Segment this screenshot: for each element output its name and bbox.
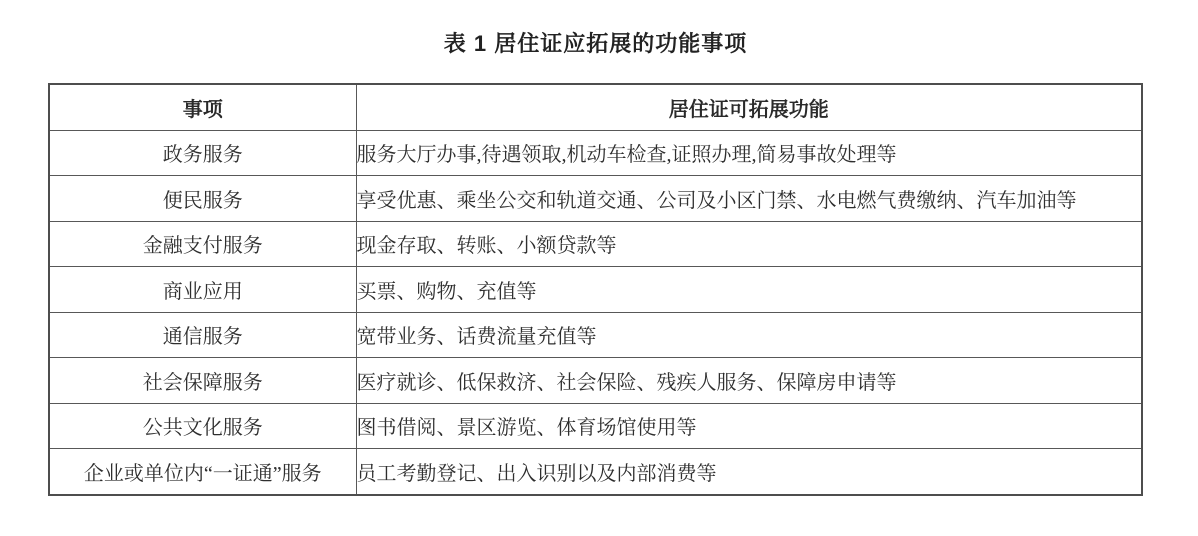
- cell-functions: 服务大厅办事,待遇领取,机动车检查,证照办理,简易事故处理等: [356, 130, 1142, 176]
- table-row: [49, 267, 1142, 313]
- cell-item: 企业或单位内“一证通”服务: [49, 449, 356, 495]
- column-header-functions: 居住证可拓展功能: [356, 84, 1142, 130]
- table-row: [49, 358, 1142, 404]
- cell-functions: 享受优惠、乘坐公交和轨道交通、公司及小区门禁、水电燃气费缴纳、汽车加油等: [356, 176, 1142, 222]
- cell-functions: 买票、购物、充值等: [356, 267, 1142, 313]
- cell-functions: 图书借阅、景区游览、体育场馆使用等: [356, 403, 1142, 449]
- cell-item: 政务服务: [49, 130, 356, 176]
- table-row: [49, 312, 1142, 358]
- functions-table: [48, 83, 1143, 496]
- cell-item: 金融支付服务: [49, 221, 356, 267]
- cell-functions: 现金存取、转账、小额贷款等: [356, 221, 1142, 267]
- cell-functions: 员工考勤登记、出入识别以及内部消费等: [356, 449, 1142, 495]
- table-row: [49, 130, 1142, 176]
- table-row: [49, 403, 1142, 449]
- table-caption: 表 1 居住证应拓展的功能事项: [443, 31, 748, 56]
- cell-item: 社会保障服务: [49, 358, 356, 404]
- table-row: [49, 449, 1142, 495]
- cell-item: 便民服务: [49, 176, 356, 222]
- table-row: [49, 176, 1142, 222]
- cell-item: 商业应用: [49, 267, 356, 313]
- table-header-row: [49, 84, 1142, 130]
- table-row: [49, 221, 1142, 267]
- cell-item: 通信服务: [49, 312, 356, 358]
- column-header-item: 事项: [49, 84, 356, 130]
- cell-functions: 医疗就诊、低保救济、社会保险、残疾人服务、保障房申请等: [356, 358, 1142, 404]
- cell-functions: 宽带业务、话费流量充值等: [356, 312, 1142, 358]
- cell-item: 公共文化服务: [49, 403, 356, 449]
